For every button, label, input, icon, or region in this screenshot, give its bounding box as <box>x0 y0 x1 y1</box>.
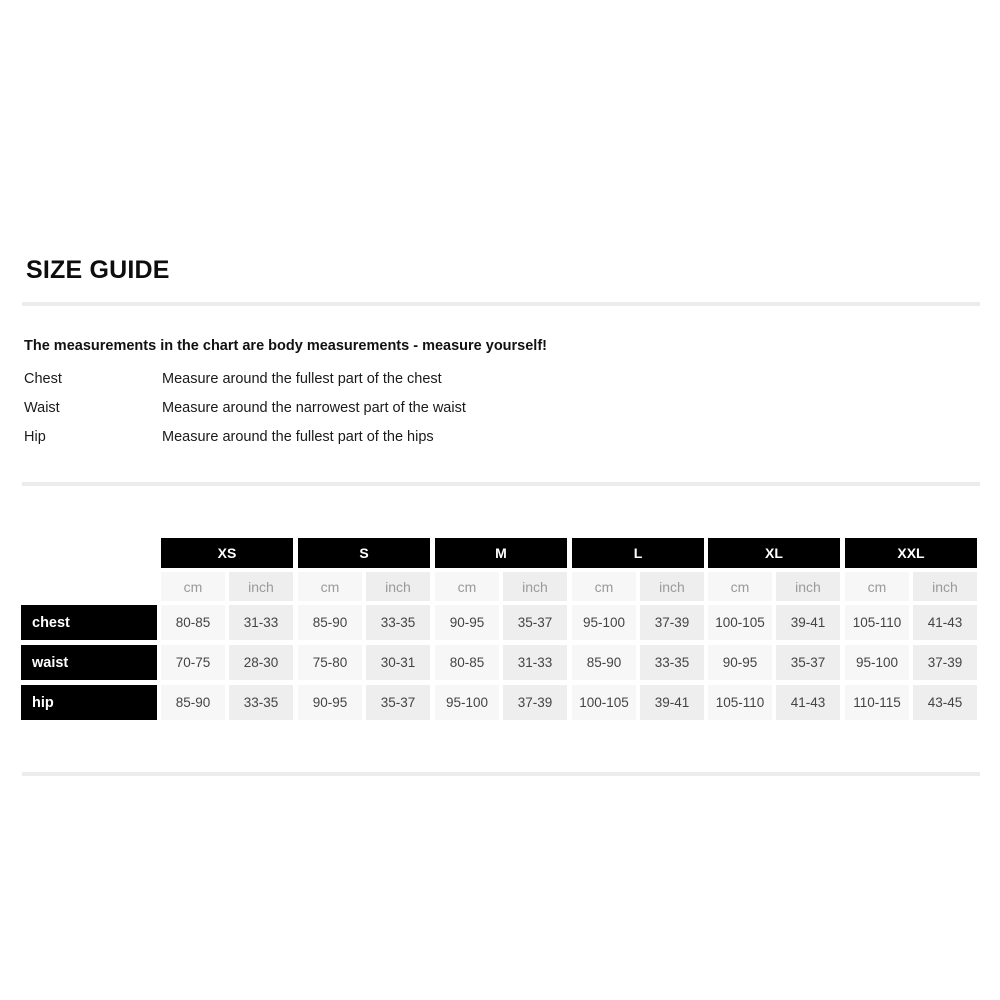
table-cell: 28-30 <box>229 645 293 680</box>
measurement-term: Waist <box>24 400 60 416</box>
size-header-xs: XS <box>161 538 293 568</box>
table-cell: 110-115 <box>845 685 909 720</box>
table-cell: 31-33 <box>503 645 567 680</box>
table-cell: 85-90 <box>298 605 362 640</box>
table-cell: 41-43 <box>776 685 840 720</box>
table-cell: 43-45 <box>913 685 977 720</box>
table-cell: 85-90 <box>161 685 225 720</box>
table-cell: 31-33 <box>229 605 293 640</box>
table-cell: 37-39 <box>503 685 567 720</box>
table-cell: 90-95 <box>298 685 362 720</box>
table-cell: 37-39 <box>913 645 977 680</box>
table-cell: 33-35 <box>366 605 430 640</box>
size-header-l: L <box>572 538 704 568</box>
table-cell: 35-37 <box>776 645 840 680</box>
table-cell: 39-41 <box>640 685 704 720</box>
table-cell: 35-37 <box>366 685 430 720</box>
unit-label-cm: cm <box>572 572 636 601</box>
row-label-waist: waist <box>21 645 157 680</box>
size-header-xxl: XXL <box>845 538 977 568</box>
table-cell: 80-85 <box>435 645 499 680</box>
unit-label-inch: inch <box>913 572 977 601</box>
table-cell: 85-90 <box>572 645 636 680</box>
table-cell: 100-105 <box>572 685 636 720</box>
divider <box>22 302 980 306</box>
table-cell: 33-35 <box>229 685 293 720</box>
table-cell: 35-37 <box>503 605 567 640</box>
size-header-xl: XL <box>708 538 840 568</box>
table-cell: 95-100 <box>435 685 499 720</box>
size-header-s: S <box>298 538 430 568</box>
table-cell: 90-95 <box>708 645 772 680</box>
unit-label-cm: cm <box>161 572 225 601</box>
table-cell: 100-105 <box>708 605 772 640</box>
divider <box>22 772 980 776</box>
unit-label-cm: cm <box>845 572 909 601</box>
unit-label-inch: inch <box>640 572 704 601</box>
row-label-chest: chest <box>21 605 157 640</box>
unit-label-inch: inch <box>366 572 430 601</box>
unit-label-cm: cm <box>298 572 362 601</box>
measurement-description: Measure around the narrowest part of the waist <box>162 400 466 416</box>
table-cell: 70-75 <box>161 645 225 680</box>
page-title: SIZE GUIDE <box>26 256 170 284</box>
measurement-description: Measure around the fullest part of the hips <box>162 429 434 445</box>
table-cell: 30-31 <box>366 645 430 680</box>
table-cell: 37-39 <box>640 605 704 640</box>
table-cell: 105-110 <box>708 685 772 720</box>
table-cell: 105-110 <box>845 605 909 640</box>
row-label-hip: hip <box>21 685 157 720</box>
table-cell: 33-35 <box>640 645 704 680</box>
table-cell: 41-43 <box>913 605 977 640</box>
unit-label-cm: cm <box>435 572 499 601</box>
measurement-term: Chest <box>24 371 62 387</box>
table-cell: 95-100 <box>572 605 636 640</box>
table-cell: 75-80 <box>298 645 362 680</box>
measurement-description: Measure around the fullest part of the chest <box>162 371 442 387</box>
table-cell: 80-85 <box>161 605 225 640</box>
measurement-term: Hip <box>24 429 46 445</box>
table-cell: 39-41 <box>776 605 840 640</box>
divider <box>22 482 980 486</box>
unit-label-inch: inch <box>229 572 293 601</box>
intro-text: The measurements in the chart are body measurements - measure yourself! <box>24 338 547 354</box>
size-header-m: M <box>435 538 567 568</box>
table-cell: 90-95 <box>435 605 499 640</box>
unit-label-cm: cm <box>708 572 772 601</box>
unit-label-inch: inch <box>776 572 840 601</box>
table-cell: 95-100 <box>845 645 909 680</box>
unit-label-inch: inch <box>503 572 567 601</box>
